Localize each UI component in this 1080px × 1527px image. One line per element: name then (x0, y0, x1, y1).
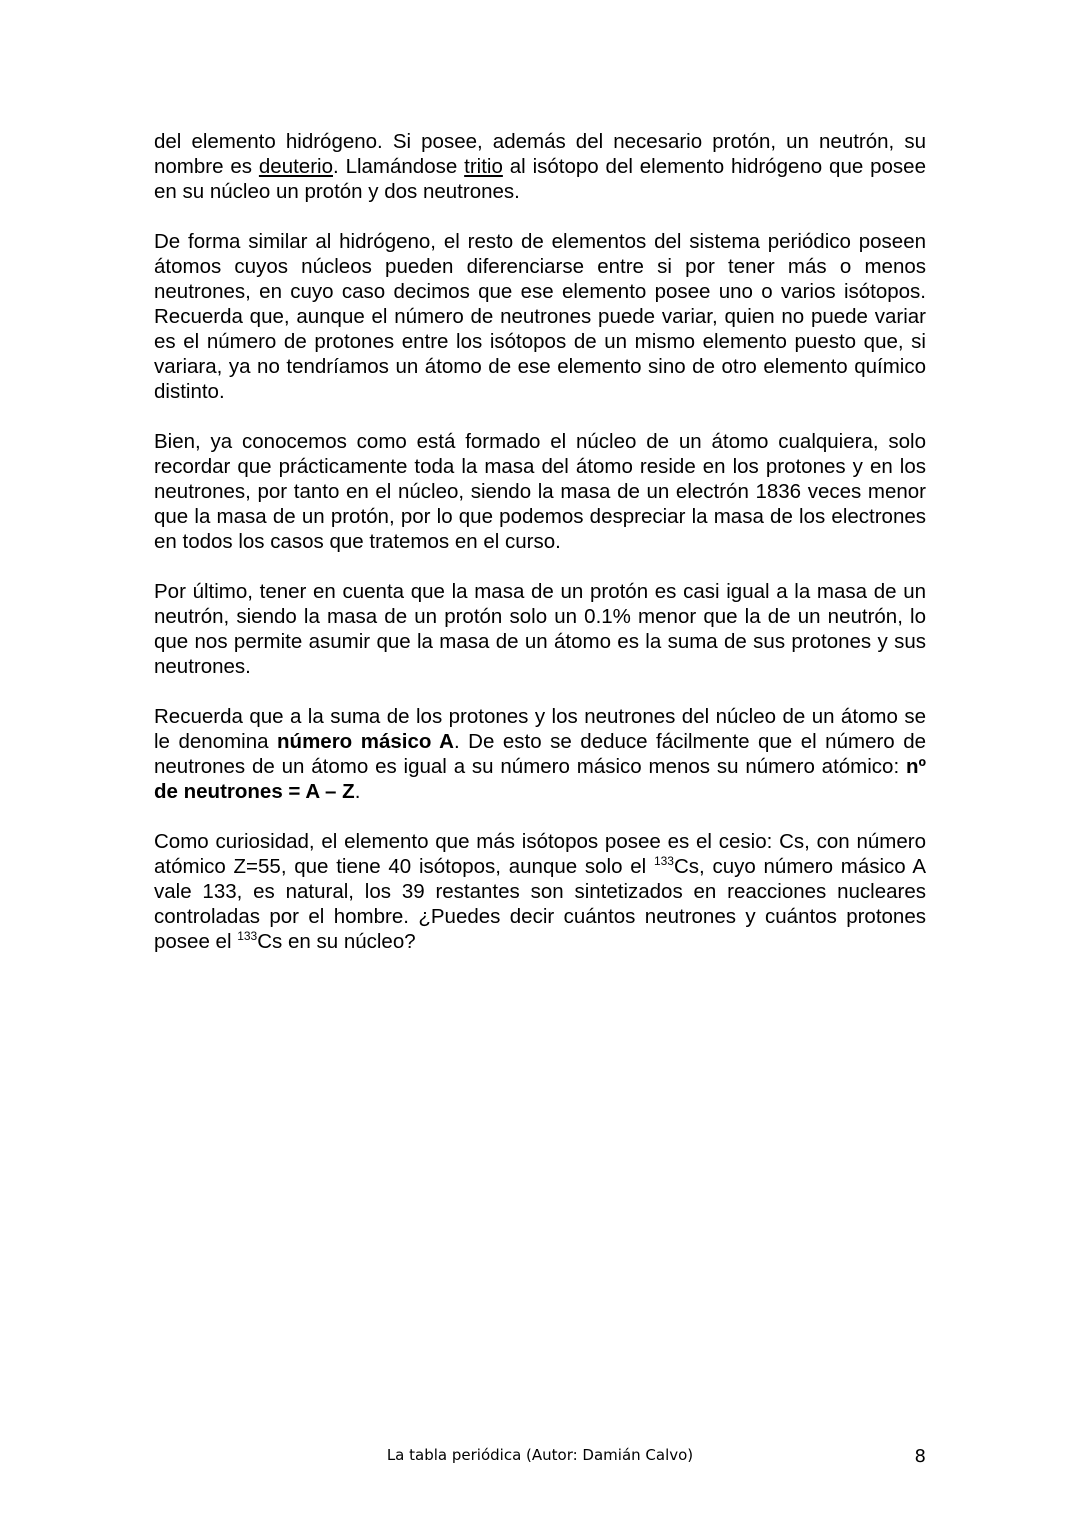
paragraph-text: al isótopo del elemento hidrógeno que posee en su núcleo un protón y dos neutrones. (154, 155, 926, 203)
paragraph-text: Cs en su núcleo? (257, 930, 416, 953)
paragraph-text: Como curiosidad, el elemento que más isótopos posee es el cesio: Cs, con número atómico Z=55, que tiene 40 isótopos, aunque solo el (154, 830, 926, 878)
deuterio-term: deuterio (258, 155, 333, 178)
paragraph-text: . Llamándose (333, 155, 465, 178)
paragraph-nucleus-mass: Bien, ya conocemos como está formado el núcleo de un átomo cualquiera, solo recordar que prácticamente toda la masa del átomo reside en los protones y en los neutrones, por tanto en el núcleo, siendo la masa de un electrón 1836 veces menor que la masa de un protón, por lo que podemos despreciar la masa de los electrones en todos los casos que tratemos en el curso. (154, 430, 926, 553)
paragraph-text: . (354, 780, 361, 803)
page-number: 8 (914, 1446, 926, 1467)
mass-number-superscript: 133 (653, 854, 674, 868)
paragraph-hydrogen-isotopes (154, 129, 926, 204)
paragraph-text: Cs, cuyo número másico A vale 133, es natural, los 39 restantes son sintetizados en reacciones nucleares controladas por el hombre. ¿Puedes decir cuántos neutrones y cuántos protones posee el (154, 855, 926, 953)
mass-number-superscript: 133 (237, 929, 258, 943)
tritio-term: tritio (464, 155, 503, 178)
mass-number-term: número másico A (277, 730, 454, 753)
paragraph-text: del elemento hidrógeno. Si posee, además del necesario protón, un neutrón, su nombre es (154, 130, 926, 178)
paragraph-text: Recuerda que a la suma de los protones y los neutrones del núcleo de un átomo se le denomina (154, 705, 926, 753)
paragraph-proton-neutron-mass: Por último, tener en cuenta que la masa de un protón es casi igual a la masa de un neutrón, siendo la masa de un protón solo un 0.1% menor que la de un neutrón, lo que nos permite asumir que la masa de un átomo es la suma de sus protones y sus neutrones. (154, 580, 926, 678)
document-body (154, 129, 926, 979)
paragraph-isotopes: De forma similar al hidrógeno, el resto de elementos del sistema periódico poseen átomos cuyos núcleos pueden diferenciarse entre si por tener más o menos neutrones, en cuyo caso decimos que ese elemento posee uno o varios isótopos. Recuerda que, aunque el número de neutrones puede variar, quien no puede variar es el número de protones entre los isótopos de un mismo elemento puesto que, si variara, ya no tendríamos un átomo de ese elemento sino de otro elemento químico distinto. (154, 230, 926, 403)
neutron-formula: nº de neutrones = A – Z (154, 755, 926, 803)
paragraph-text: . De esto se deduce fácilmente que el número de neutrones de un átomo es igual a su número másico menos su número atómico: (154, 730, 927, 778)
paragraph-cesium-curiosity (154, 829, 926, 954)
footer-title: La tabla periódica (Autor: Damián Calvo) (386, 1446, 694, 1464)
paragraph-mass-number (154, 704, 926, 804)
